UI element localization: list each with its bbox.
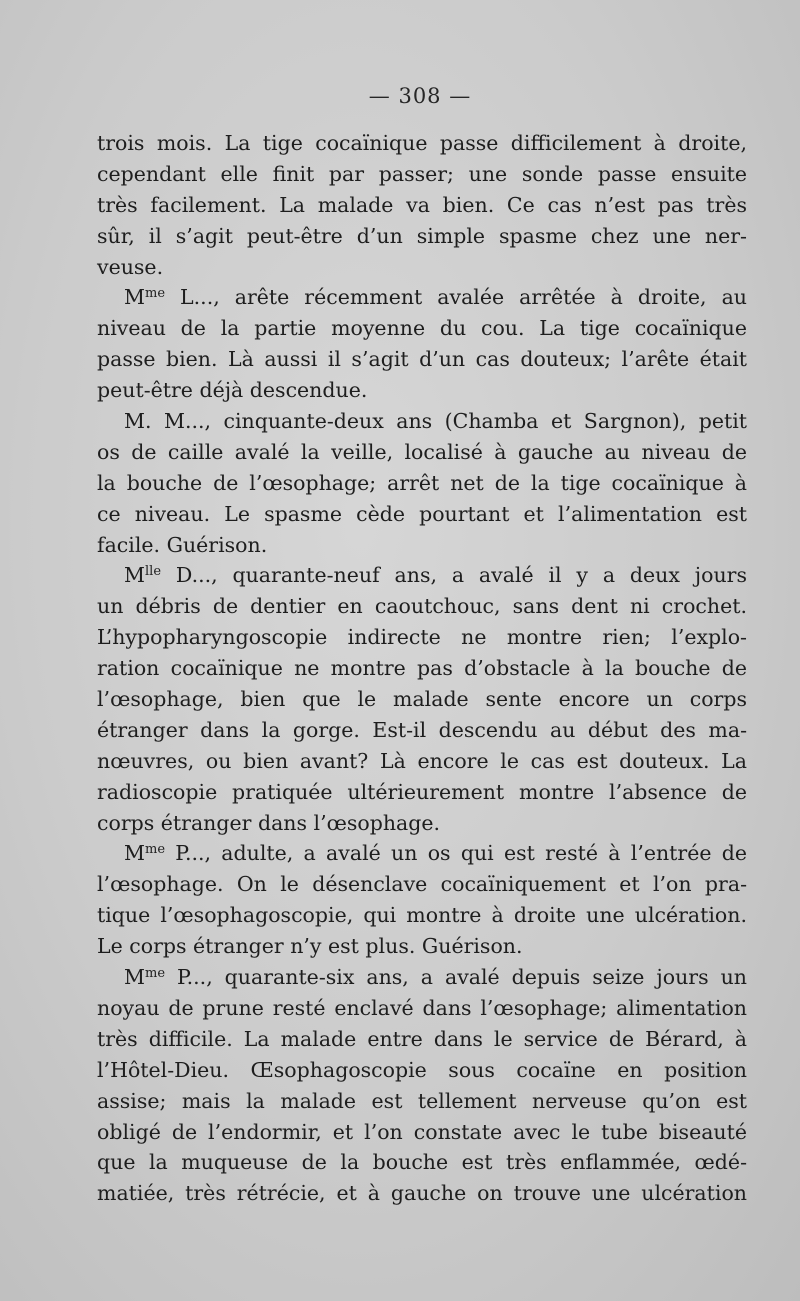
line-text: tique l’œsophagoscopie, qui montre à droite une ulcération. — [97, 903, 747, 928]
title-superscript: me — [145, 966, 166, 982]
line-text: corps étranger dans l’œsophage. — [97, 810, 441, 835]
text-line — [97, 993, 747, 1024]
text-line — [97, 313, 747, 344]
line-text: facile. Guérison. — [97, 532, 268, 557]
line-text: cependant elle finit par passer; une sonde passe ensuite — [97, 161, 747, 186]
line-text: ration cocaïnique ne montre pas d’obstacle à la bouche de — [97, 656, 747, 681]
line-text: l’œsophage, bien que le malade sente encore un corps — [97, 687, 747, 712]
line-text: L’hypopharyngoscopie indirecte ne montre rien; l’explo- — [97, 625, 747, 650]
line-text: D..., quarante-neuf ans, a avalé il y a deux jours — [161, 563, 747, 588]
text-line — [97, 190, 747, 221]
line-text: niveau de la partie moyenne du cou. La tige cocaïnique — [97, 316, 747, 341]
line-text: un débris de dentier en caoutchouc, sans dent ni crochet. — [97, 594, 747, 619]
text-line — [97, 1178, 747, 1209]
text-line — [97, 962, 747, 993]
line-text: très facilement. La malade va bien. Ce cas n’est pas très — [97, 192, 747, 217]
text-line — [97, 128, 747, 159]
line-text: étranger dans la gorge. Est-il descendu au début des ma- — [97, 717, 747, 742]
text-line — [97, 746, 747, 777]
text-line — [97, 1024, 747, 1055]
line-text: L..., arête récemment avalée arrêtée à droite, au — [165, 285, 747, 310]
line-text: la bouche de l’œsophage; arrêt net de la tige cocaïnique à — [97, 470, 747, 495]
text-line — [97, 1086, 747, 1117]
line-text: peut-être déjà descendue. — [97, 378, 368, 403]
line-text: ce niveau. Le spasme cède pourtant et l’alimentation est — [97, 501, 747, 526]
text-line — [97, 1147, 747, 1178]
line-text: sûr, il s’agit peut-être d’un simple spasme chez une ner- — [97, 223, 747, 248]
line-text: Le corps étranger n’y est plus. Guérison. — [97, 934, 523, 959]
text-line — [97, 715, 747, 746]
text-line — [97, 777, 747, 808]
line-text: os de caille avalé la veille, localisé à gauche au niveau de — [97, 439, 747, 464]
text-line — [97, 437, 747, 468]
line-text: obligé de l’endormir, et l’on constate avec le tube biseauté — [97, 1119, 747, 1144]
line-text: radioscopie pratiquée ultérieurement montre l’absence de — [97, 779, 747, 804]
line-text: matiée, très rétrécie, et à gauche on trouve une ulcération — [97, 1181, 747, 1206]
line-text: noyau de prune resté enclavé dans l’œsophage; alimentation — [97, 995, 747, 1020]
page-number: — 308 — — [368, 84, 472, 108]
text-line — [97, 560, 747, 591]
line-text: très difficile. La malade entre dans le service de Bérard, à — [97, 1026, 747, 1051]
line-text: nœuvres, ou bien avant? Là encore le cas est douteux. La — [97, 748, 747, 773]
text-line — [97, 344, 747, 375]
line-text: P..., quarante-six ans, a avalé depuis seize jours un — [165, 965, 747, 990]
text-line — [97, 468, 747, 499]
line-text: veuse. — [97, 254, 164, 279]
line-text: l’œsophage. On le désenclave cocaïniquement et l’on pra- — [97, 872, 747, 897]
text-line — [97, 159, 747, 190]
text-line — [97, 499, 747, 530]
text-line — [97, 931, 747, 962]
line-text: P..., adulte, a avalé un os qui est resté à l’entrée de — [165, 841, 747, 866]
title-superscript: lle — [145, 564, 162, 580]
line-text: que la muqueuse de la bouche est très enflammée, œdé- — [97, 1150, 747, 1175]
text-line — [97, 221, 747, 252]
line-text: l’Hôtel-Dieu. Œsophagoscopie sous cocaïne en position — [97, 1057, 747, 1082]
body-text — [97, 128, 747, 1209]
text-line — [97, 900, 747, 931]
text-line — [97, 838, 747, 869]
text-line — [97, 406, 747, 437]
title-abbrev: M — [124, 965, 145, 990]
text-line — [97, 591, 747, 622]
line-text: assise; mais la malade est tellement nerveuse qu’on est — [97, 1088, 747, 1113]
title-abbrev: M — [124, 563, 145, 588]
text-line — [97, 653, 747, 684]
text-line — [97, 530, 747, 561]
line-text: passe bien. Là aussi il s’agit d’un cas douteux; l’arête était — [97, 347, 747, 372]
text-line — [97, 622, 747, 653]
title-abbrev: M — [124, 841, 145, 866]
text-line — [97, 1117, 747, 1148]
title-superscript: me — [145, 842, 166, 858]
text-line — [97, 869, 747, 900]
text-line — [97, 252, 747, 283]
text-line — [97, 375, 747, 406]
text-line — [97, 1055, 747, 1086]
text-line — [97, 282, 747, 313]
text-line — [97, 684, 747, 715]
title-abbrev: M — [124, 285, 145, 310]
line-text: trois mois. La tige cocaïnique passe difficilement à droite, — [97, 131, 747, 155]
text-line — [97, 808, 747, 839]
line-text: M. M..., cinquante-deux ans (Chamba et Sargnon), petit — [124, 409, 747, 434]
title-superscript: me — [145, 286, 166, 302]
